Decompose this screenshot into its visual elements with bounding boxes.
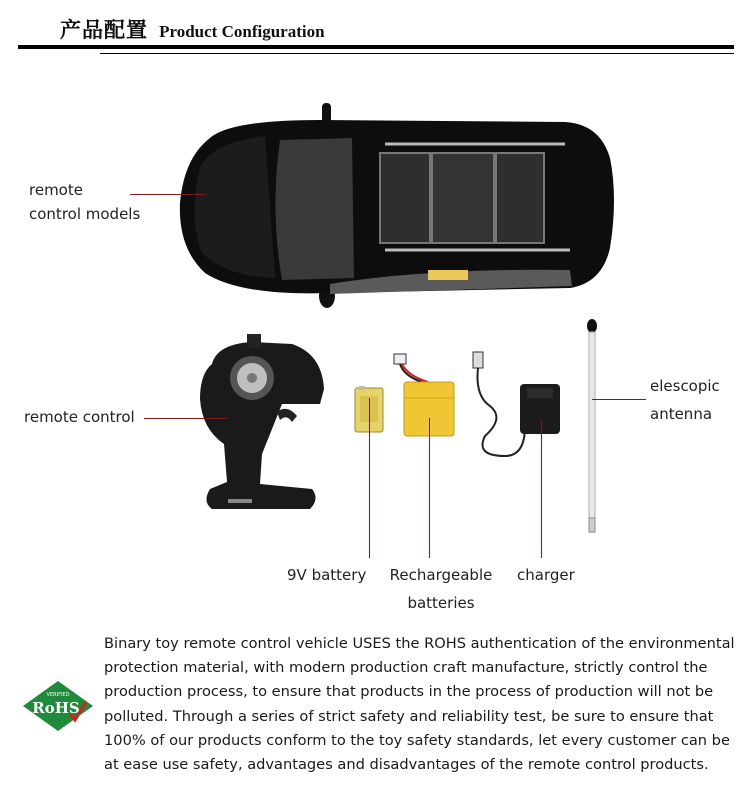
rechargeable-battery-image [392, 348, 458, 440]
remote-control-image [192, 334, 328, 514]
telescopic-antenna-image [584, 318, 600, 536]
rohs-verified-text: VERIFIED [46, 692, 70, 698]
label-remote-control: remote control [24, 408, 135, 426]
rohs-badge [22, 680, 94, 732]
car-roof-panel-3 [496, 153, 544, 243]
car-roof-panel-1 [380, 153, 430, 243]
throttle-trigger [277, 409, 297, 422]
rohs-main-text: RoHS [32, 699, 80, 717]
description-line: protection material, with modern production craft manufacture, strictly control the [104, 659, 708, 677]
header-title-en: Product Configuration [159, 22, 325, 41]
label-9v-battery: 9V battery [287, 566, 367, 584]
antenna-rod [589, 332, 595, 522]
description-line: production process, to ensure that products in the process of production will not be [104, 683, 714, 701]
car-sticker [428, 270, 468, 280]
label-rechargeable-batteries: Rechargeable batteries [389, 566, 493, 612]
leader-9v-battery [369, 398, 370, 558]
leader-antenna [592, 399, 646, 400]
rc-car-image [170, 98, 630, 313]
description-line: Binary toy remote control vehicle USES the ROHS authentication of the environmental [104, 635, 735, 652]
antenna-tip [587, 319, 597, 333]
header-title-cn: 产品配置 [60, 18, 148, 42]
label-remote-control-models: remote control models [29, 181, 141, 223]
leader-charger [541, 420, 542, 558]
charger-plug [473, 352, 483, 368]
description-line: 100% of our products conform to the toy safety standards, let every customer can be [104, 731, 730, 749]
description-line: at ease use safety, advantages and disadvantages of the remote control products. [104, 756, 709, 774]
header-thick-rule [18, 45, 734, 49]
label-charger: charger [517, 566, 575, 584]
header-thin-rule [100, 53, 734, 54]
transmitter-antenna-mount [247, 334, 261, 348]
charger-image [465, 346, 565, 464]
label-antenna: elescopic antenna [650, 377, 720, 423]
leader-rechargeable [429, 418, 430, 558]
car-windshield [275, 138, 354, 280]
section-header [60, 14, 325, 44]
leader-remote-control [144, 418, 228, 419]
description-line: polluted. Through a series of strict safety and reliability test, be sure to ensure that [104, 707, 714, 725]
battery-connector [394, 354, 406, 364]
description-paragraph [104, 632, 744, 777]
leader-car [130, 194, 206, 195]
charger-cable [478, 368, 526, 456]
transmitter-logo [228, 499, 252, 503]
car-roof-panel-2 [432, 153, 494, 243]
